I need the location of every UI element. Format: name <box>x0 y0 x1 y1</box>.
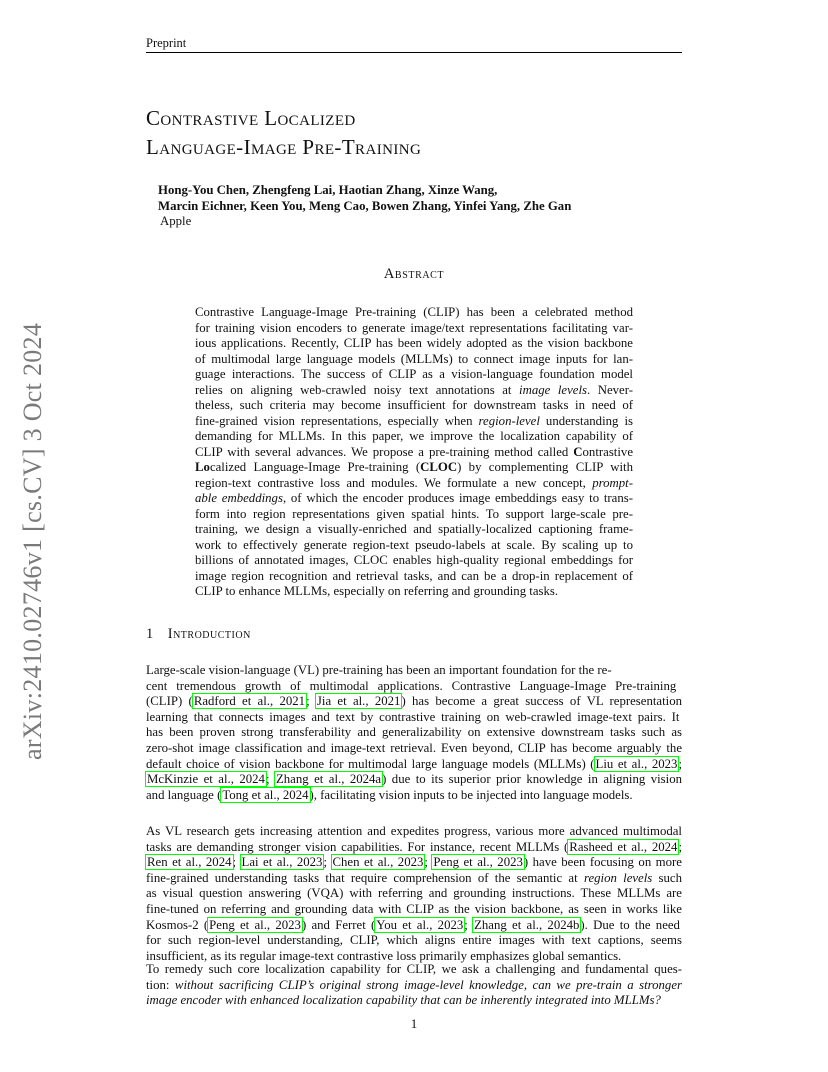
abstract-line: able embeddings, of which the encoder produces image embeddings easy to trans- <box>195 491 633 505</box>
authors-line-1: Hong-You Chen, Zhengfeng Lai, Haotian Zhang, Xinze Wang, <box>158 183 498 197</box>
emphasis-image-levels: image levels <box>519 382 587 397</box>
citation-link[interactable]: Tong et al., 2024 <box>222 787 309 802</box>
abstract-line: training, we design a visually-enriched and spatially-localized captioning frame- <box>195 522 633 536</box>
abstract-line: relies on aligning web-crawled noisy text annotations at image levels. Never- <box>195 382 633 397</box>
abstract-line: CLIP to enhance MLLMs, especially on referring and grounding tasks. <box>195 584 559 598</box>
citation-link[interactable]: Lai et al., 2023 <box>241 855 323 870</box>
abstract-heading: Abstract <box>383 266 445 282</box>
body-line: default choice of vision backbone for multimodal large language models (MLLMs) (Liu et al., 2023; <box>146 756 682 771</box>
abstract-line: CLIP with several advances. We propose a pre-training method called Contrastive <box>195 444 633 459</box>
author-list <box>158 182 571 214</box>
citation-link[interactable]: Liu et al., 2023 <box>595 756 678 771</box>
running-head: Preprint <box>146 36 187 50</box>
abstract-line: theless, such criteria may become insufficient for downstream tasks in need of <box>195 398 633 412</box>
citation-link[interactable]: Zhang et al., 2024a <box>275 772 382 787</box>
abstract-line: of multimodal large language models (MLLMs) to connect image inputs for lan- <box>195 351 633 366</box>
paper-title <box>146 104 421 162</box>
body-line: for such region-level understanding, CLIP, which aligns entire images with text captions, seems <box>146 933 682 948</box>
title-line-1: Contrastive Localized <box>146 106 356 130</box>
research-question: without sacrificing CLIP’s original strong image-level knowledge, can we pre-train a stronger <box>174 977 682 992</box>
citation-link[interactable]: You et al., 2023 <box>376 917 464 932</box>
body-line: and language (Tong et al., 2024), facilitating vision inputs to be injected into language models. <box>146 787 633 802</box>
authors-line-2: Marcin Eichner, Keen You, Meng Cao, Bowen Zhang, Yinfei Yang, Zhe Gan <box>158 199 572 213</box>
body-line: zero-shot image classification and image-text retrieval. Even beyond, CLIP has become arguably the <box>146 740 682 755</box>
header-rule <box>146 52 682 53</box>
intro-paragraph-1 <box>146 663 682 803</box>
body-line: fine-grained understanding tasks that require comprehension of the semantic at region levels such <box>146 870 683 885</box>
page-number: 1 <box>410 1016 418 1031</box>
abstract-line: work to effectively generate region-text pseudo-labels at scale. By scaling up to <box>195 537 633 552</box>
abstract-line: billions of annotated images, CLOC enables high-quality regional embeddings for <box>195 553 633 567</box>
citation-link[interactable]: McKinzie et al., 2024 <box>147 772 265 787</box>
citation-link[interactable]: Radford et al., 2021 <box>193 694 306 709</box>
section-number: 1 <box>146 626 154 642</box>
abstract-line: image region recognition and retrieval tasks, and can be a drop-in replacement of <box>195 568 633 583</box>
intro-paragraph-3 <box>146 962 682 1009</box>
citation-link[interactable]: Ren et al., 2024 <box>147 855 232 870</box>
body-line: McKinzie et al., 2024; Zhang et al., 2024a) due to its superior prior knowledge in aligning vision <box>147 772 682 787</box>
abstract-line: Localized Language-Image Pre-training (CLOC) by complementing CLIP with <box>195 460 633 474</box>
abstract-line: region-text contrastive loss and modules. We formulate a new concept, prompt- <box>195 475 633 490</box>
body-line: cent tremendous growth of multimodal applications. Contrastive Language-Image Pre-training <box>146 678 677 693</box>
citation-link[interactable]: Rasheed et al., 2024 <box>569 839 678 854</box>
body-line: learning that connects images and text by contrastive training on web-crawled image-text pairs. It <box>146 709 680 724</box>
intro-paragraph-2 <box>146 824 682 964</box>
body-line: Kosmos-2 (Peng et al., 2023) and Ferret (You et al., 2023; Zhang et al., 2024b). Due to the need <box>146 917 680 932</box>
body-line: Large-scale vision-language (VL) pre-training has been an important foundation for the re- <box>146 663 612 677</box>
research-question: image encoder with enhanced localization capability that can be inherently integrated into MLLMs? <box>146 993 661 1008</box>
body-line: has been proven strong transferability and generalizability on extensive downstream tasks such as <box>146 725 682 740</box>
body-line: tasks are demanding stronger vision capabilities. For instance, recent MLLMs (Rasheed et al., 2024; <box>146 839 682 854</box>
section-title: Introduction <box>167 626 251 642</box>
body-line: To remedy such core localization capability for CLIP, we ask a challenging and fundamental ques- <box>146 962 682 976</box>
body-line: As VL research gets increasing attention and expedites progress, various more advanced multimodal <box>146 824 682 838</box>
body-line <box>146 993 682 1009</box>
body-line: tion: without sacrificing CLIP’s original strong image-level knowledge, can we pre-train a stronger <box>146 977 682 992</box>
citation-link[interactable]: Chen et al., 2023 <box>332 855 424 870</box>
body-line: (CLIP) (Radford et al., 2021; Jia et al., 2021) has become a great success of VL representation <box>146 694 682 709</box>
abstract-line: demanding for MLLMs. In this paper, we improve the localization capability of <box>195 429 633 443</box>
abstract-line: fine-grained vision representations, especially when region-level understanding is <box>195 413 633 428</box>
citation-link[interactable]: Peng et al., 2023 <box>209 917 301 932</box>
abstract-line: for training vision encoders to generate image/text representations facilitating var- <box>195 320 633 335</box>
emphasis-region-levels: region levels <box>583 870 653 885</box>
abstract-line: guage interactions. The success of CLIP as a vision-language foundation model <box>195 367 633 381</box>
abstract-line: Contrastive Language-Image Pre-training (CLIP) has been a celebrated method <box>195 305 633 319</box>
title-line-2: Language-Image Pre-Training <box>146 135 422 159</box>
body-line: as visual question answering (VQA) with referring and grounding instructions. These MLLMs are <box>146 886 682 901</box>
affiliation: Apple <box>160 214 192 228</box>
body-line: insufficient, as its regular image-text contrastive loss primarily emphasizes global semantics. <box>146 948 622 963</box>
citation-link[interactable]: Jia et al., 2021 <box>316 694 401 709</box>
abstract-line: form into region representations given spatial hints. To support large-scale pre- <box>195 506 633 521</box>
emphasis-region-level: region-level <box>478 413 540 428</box>
body-line: fine-tuned on referring and grounding data with CLIP as the vision backbone, as seen in works like <box>146 901 682 916</box>
citation-link[interactable]: Zhang et al., 2024b <box>474 917 580 932</box>
cloc-acronym: CLOC <box>420 460 458 474</box>
abstract-body <box>195 305 633 600</box>
arxiv-identifier-stamp: arXiv:2410.02746v1 [cs.CV] 3 Oct 2024 <box>18 322 47 760</box>
abstract-line: ious applications. Recently, CLIP has been widely adopted as the vision backbone <box>195 336 633 350</box>
section-heading-introduction <box>146 626 251 643</box>
body-line: Ren et al., 2024; Lai et al., 2023; Chen et al., 2023; Peng et al., 2023) have been focusing on more <box>147 855 682 870</box>
citation-link[interactable]: Peng et al., 2023 <box>433 855 523 870</box>
